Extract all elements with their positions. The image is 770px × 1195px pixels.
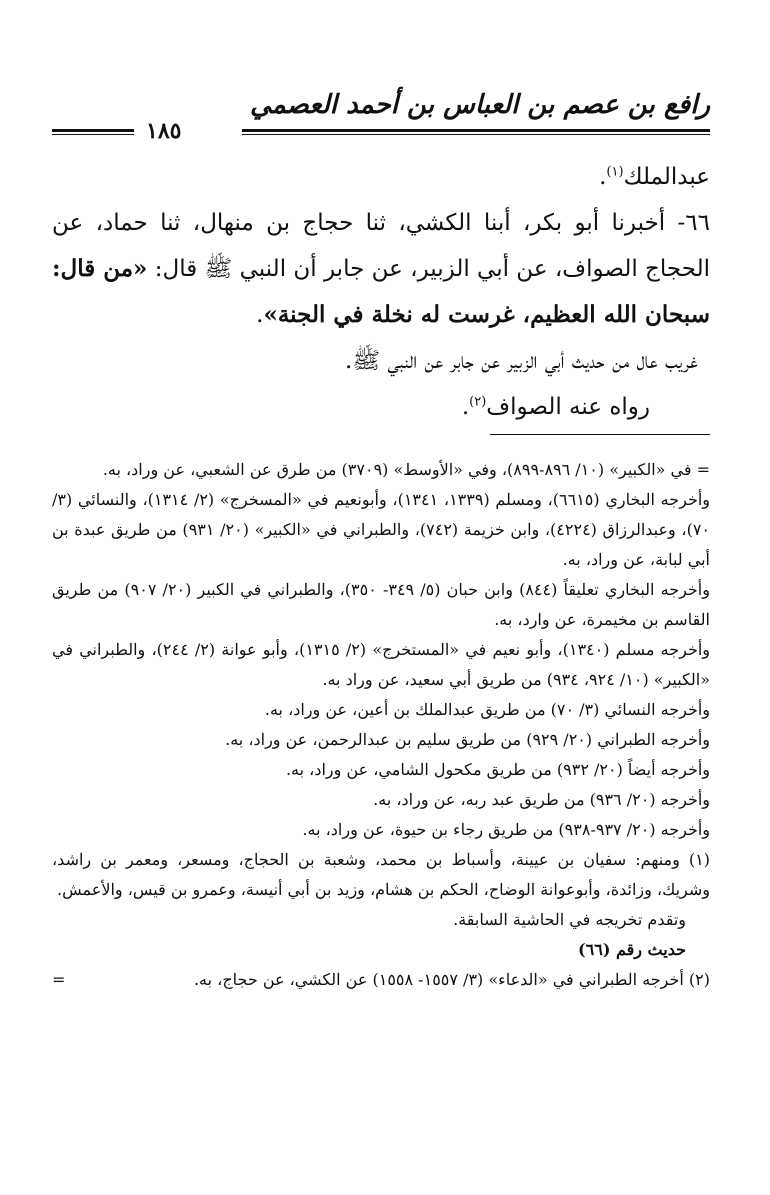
footnote-continued-6: وأخرجه الطبراني (٢٠/ ٩٢٩) من طريق سليم بن عبدالرحمن، عن وراد، به. (225, 730, 710, 749)
lead-end: . (599, 164, 607, 190)
running-header (52, 90, 710, 146)
footnote-ref-1: (١) (606, 164, 624, 180)
footnote-2: (٢) أخرجه الطبراني في «الدعاء» (٣/ ١٥٥٧- ١٥٥٨) عن الكشي، عن حجاج، به. (193, 970, 710, 989)
hadith-end: . (256, 302, 264, 328)
lead-line (52, 154, 710, 200)
source-text: رواه عنه الصواف (486, 394, 650, 420)
footnotes (52, 455, 710, 995)
hadith-chain: ٦٦- أخبرنا أبو بكر، أبنا الكشي، ثنا حجاج بن منهال، ثنا حماد، عن الحجاج الصواف، عن أبي الزبير، عن جابر أن النبي ﷺ قال: (52, 210, 711, 282)
footnote-continued-7: وأخرجه أيضاً (٢٠/ ٩٣٢) من طريق مكحول الشامي، عن وراد، به. (285, 760, 710, 779)
footnote-continued-5: وأخرجه النسائي (٣/ ٧٠) من طريق عبدالملك بن أعين، عن وراد، به. (264, 700, 710, 719)
source-end: . (461, 394, 470, 420)
page-number: ١٨٥ (146, 118, 182, 144)
footnote-continued-8: وأخرجه (٢٠/ ٩٣٦) من طريق عبد ربه، عن وراد، به. (373, 790, 710, 809)
running-title: رافع بن عصم بن العباس بن أحمد العصمي (250, 90, 710, 120)
book-page (52, 90, 710, 1150)
footnote-separator (490, 434, 710, 435)
continued-mark: = (52, 970, 66, 989)
source-line (52, 384, 710, 430)
footnote-continued-1: = في «الكبير» (١٠/ ٨٩٦-٨٩٩)، وفي «الأوسط» (٣٧٠٩) من طرق عن الشعبي، عن وراد، به. (102, 460, 710, 479)
footnote-1: (١) ومنهم: سفيان بن عيينة، وأسباط بن محمد، وشعبة بن الحجاج، ومسعر، ومعمر بن راشد، وشريك، وزائدة، وأبوعوانة الوضاح، الحكم بن هشام، وزيد بن أبي أنيسة، وعمرو بن قيس، والأعمش. (52, 850, 710, 899)
main-text (52, 154, 710, 430)
hadith-text: «من قال: سبحان الله العظيم، غرست له نخلة في الجنة» (52, 255, 710, 328)
header-rule-left (52, 129, 134, 135)
footnote-2-heading: حديث رقم (٦٦) (578, 940, 686, 959)
footnote-ref-2: (٢) (469, 394, 487, 410)
footnote-continued-4: وأخرجه مسلم (١٣٤٠)، وأبو نعيم في «المستخرج» (٢/ ١٣١٥)، وأبو عوانة (٢/ ٢٤٤)، والطبراني في «الكبير» (١٠/ ٩٢٤، ٩٣٤) من طريق أبي سعيد، عن وراد به. (52, 640, 711, 689)
hadith-grading: غريب عال من حديث أبي الزبير عن جابر عن النبي ﷺ. (345, 348, 698, 374)
footnote-2-line (52, 965, 710, 995)
hadith-paragraph (52, 200, 710, 338)
header-rule-right (242, 129, 710, 135)
footnote-continued-2: وأخرجه البخاري (٦٦١٥)، ومسلم (١٣٣٩، ١٣٤١)، وأبونعيم في «المسخرج» (٢/ ١٣١٤)، والنسائي (٣/ ٧٠)، وعبدالرزاق (٤٢٢٤)، وابن خزيمة (٧٤٢)، والطبراني في «الكبير» (٢٠/ ٩٣١) من طريق عبدة بن أبي لبابة، عن وراد، به. (52, 490, 710, 569)
footnote-continued-9: وأخرجه (٢٠/ ٩٣٧-٩٣٨) من طريق رجاء بن حيوة، عن وراد، به. (302, 820, 710, 839)
lead-text: عبدالملك (623, 164, 710, 190)
footnote-continued-3: وأخرجه البخاري تعليقاً (٨٤٤) وابن حبان (٥/ ٣٤٩- ٣٥٠)، والطبراني في الكبير (٢٠/ ٩٠٧) من طريق القاسم بن مخيمرة، عن وارد، به. (52, 580, 710, 629)
footnote-1-continued: وتقدم تخريجه في الحاشية السابقة. (453, 910, 686, 929)
